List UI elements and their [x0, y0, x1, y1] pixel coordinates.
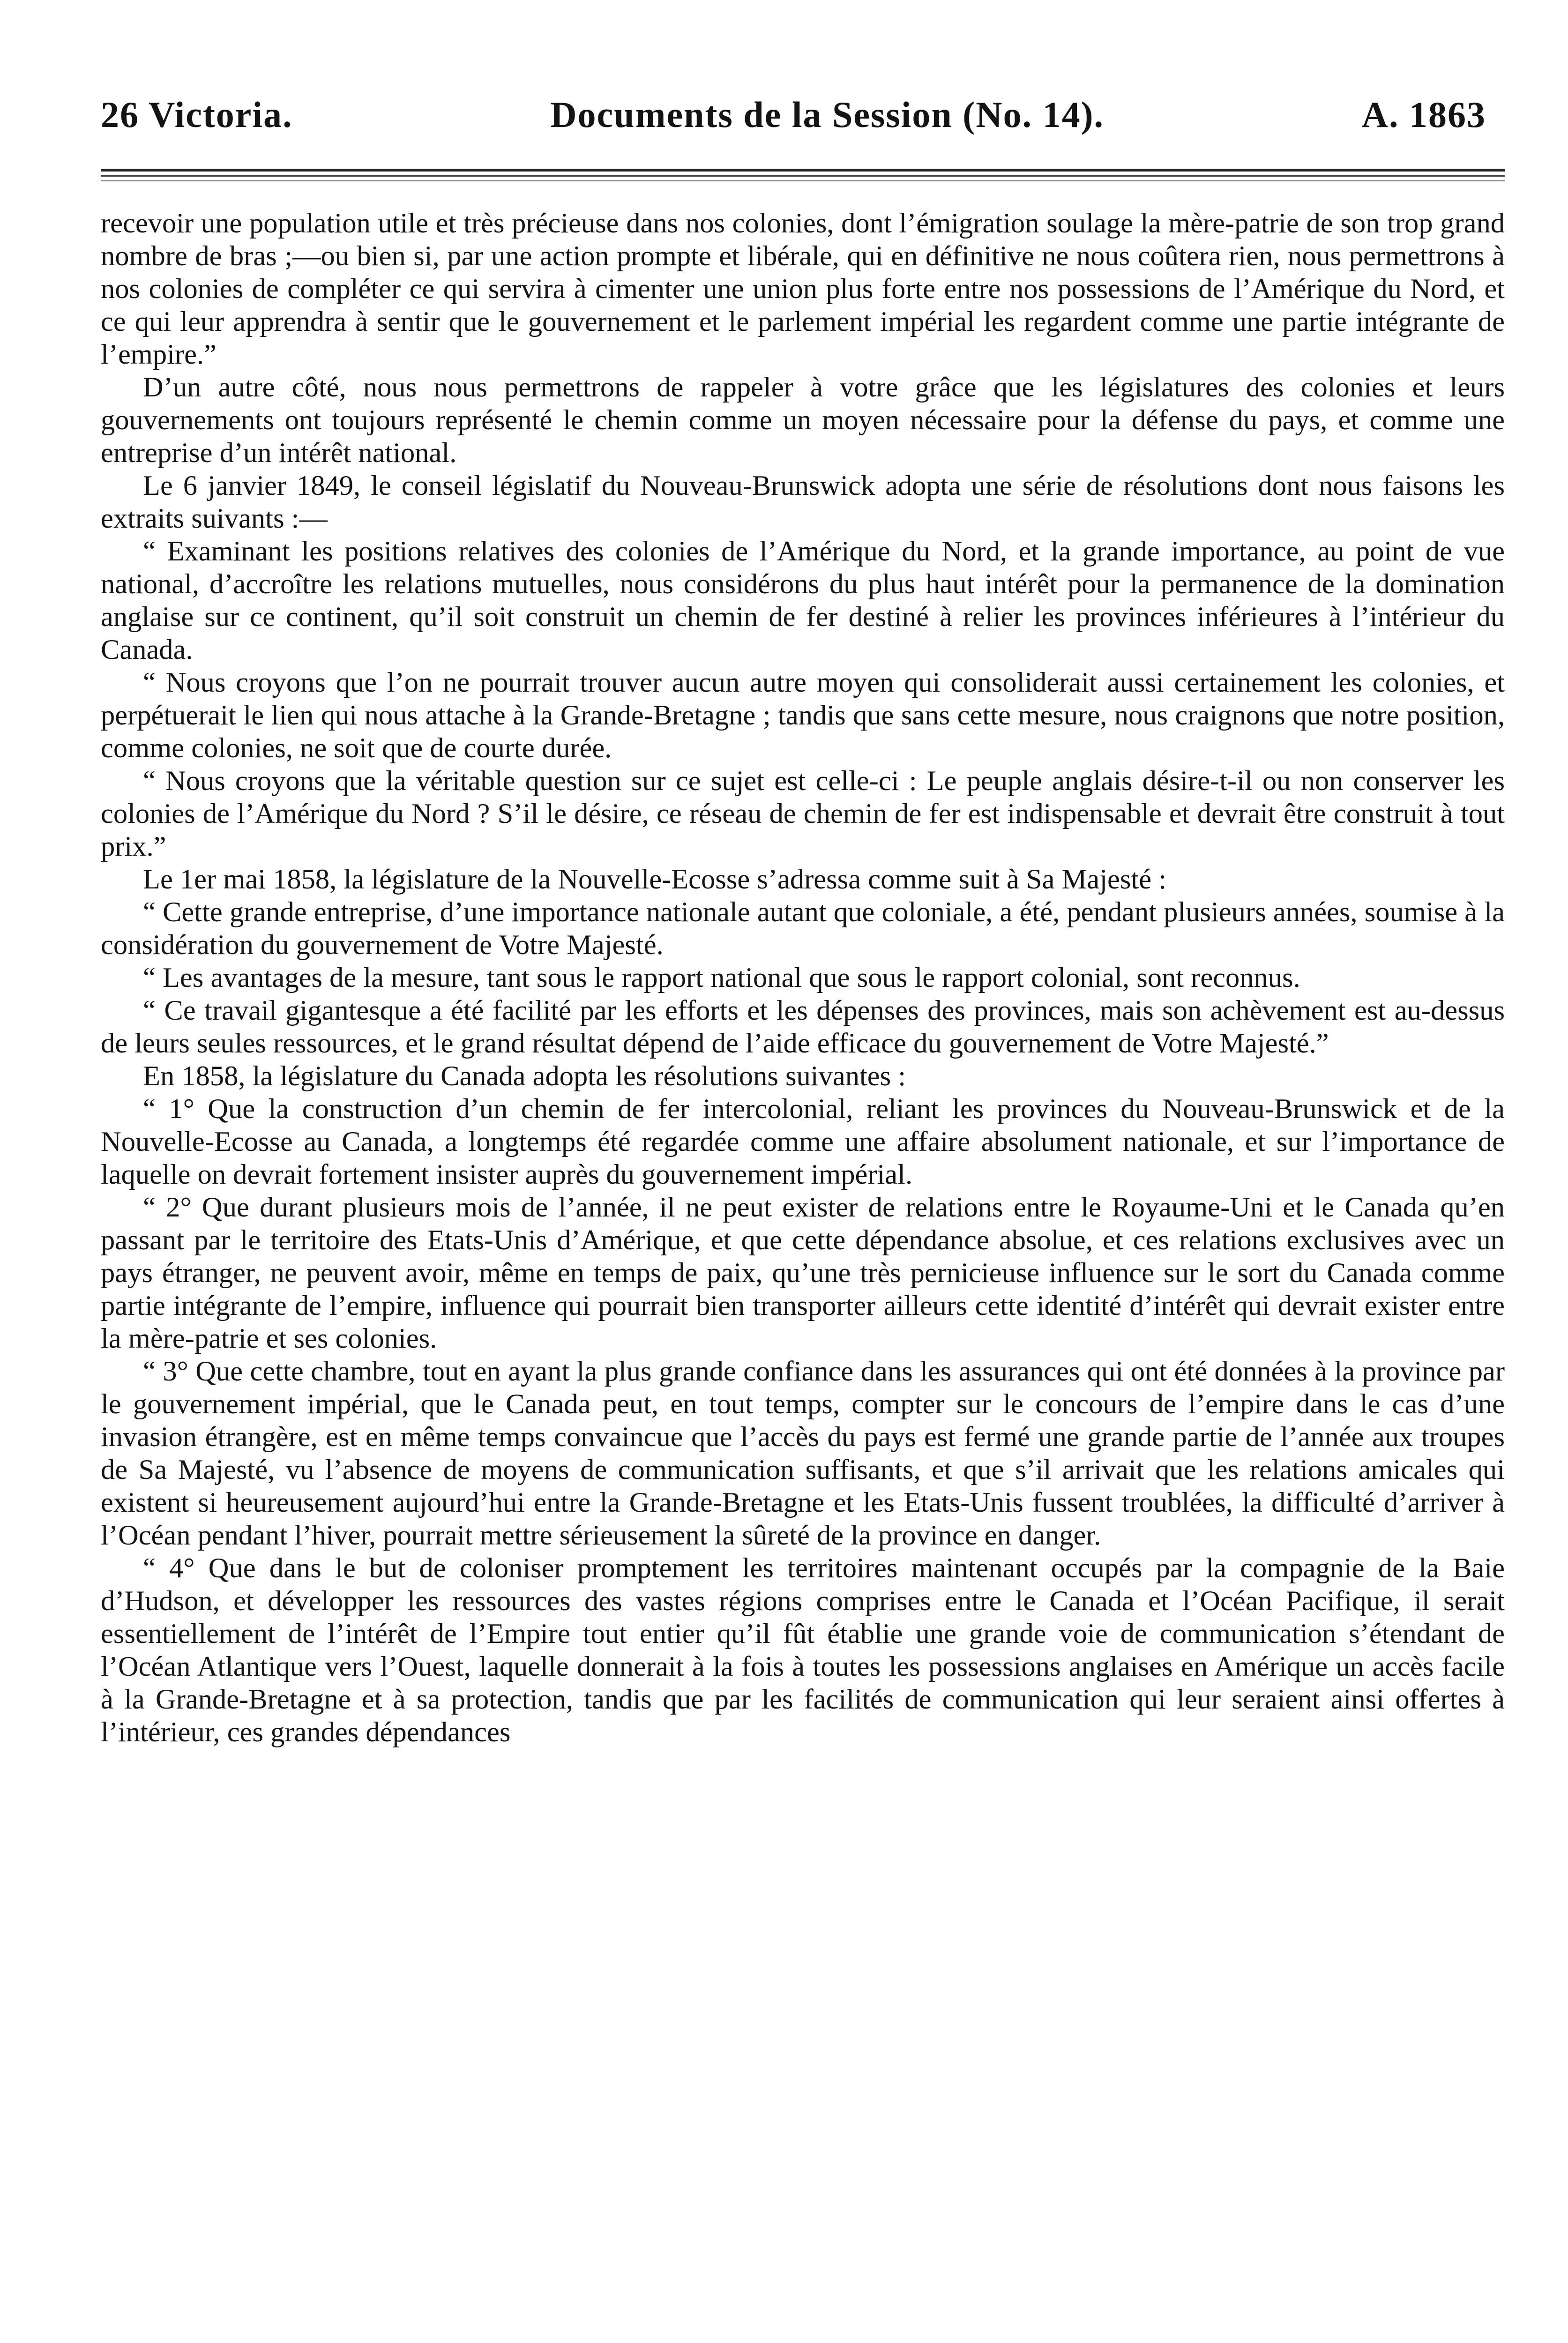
paragraph: “ 3° Que cette chambre, tout en ayant la plus grande confiance dans les assurances qui ont été données à la province par le gouvernement impérial, que le Canada peut, en tout temps, compter sur le concours de l’empire dans le cas d’une invasion étrangère, est en même temps convaincue que l’accès du pays est fermé une grande partie de l’année aux troupes de Sa Majesté, vu l’absence de moyens de communication suffisants, et que s’il arrivait que les relations amicales qui existent si heureusement aujourd’hui entre la Grande-Bretagne et les Etats-Unis fussent troublées, la difficulté d’arriver à l’Océan pendant l’hiver, pourrait mettre sérieusement la sûreté de la province en danger.: [101, 1356, 1505, 1551]
paragraph: “ Nous croyons que la véritable question sur ce sujet est celle-ci : Le peuple anglais désire-t-il ou non conserver les colonies de l’Amérique du Nord ? S’il le désire, ce réseau de chemin de fer est indispensable et devrait être construit à tout prix.”: [101, 765, 1505, 862]
header-rule: [101, 169, 1505, 181]
paragraph: “ Examinant les positions relatives des colonies de l’Amérique du Nord, et la grande importance, au point de vue national, d’accroître les relations mutuelles, nous considérons du plus haut intérêt pour la permanence de la domination anglaise sur ce continent, qu’il soit construit un chemin de fer destiné à relier les provinces inférieures à l’intérieur du Canada.: [101, 536, 1505, 665]
paragraph: “ Ce travail gigantesque a été facilité par les efforts et les dépenses des provinces, mais son achèvement est au-dessus de leurs seules ressources, et le grand résultat dépend de l’aide efficace du gouvernement de Votre Majesté.”: [101, 995, 1505, 1059]
paragraph: “ 4° Que dans le but de coloniser promptement les territoires maintenant occupés par la compagnie de la Baie d’Hudson, et développer les ressources des vastes régions comprises entre le Canada et l’Océan Pacifique, il serait essentiellement de l’intérêt de l’Empire tout entier qu’il fût établie une grande voie de communication s’étendant de l’Océan Atlantique vers l’Ouest, laquelle donnerait à la fois à toutes les possessions anglaises en Amérique un accès facile à la Grande-Bretagne et à sa protection, tandis que par les facilités de communication qui leur seraient ainsi offertes à l’intérieur, ces grandes dépendances: [101, 1552, 1505, 1748]
header-title: Documents de la Session (No. 14).: [550, 94, 1105, 135]
paragraph: Le 6 janvier 1849, le conseil législatif du Nouveau-Brunswick adopta une série de résolutions dont nous faisons les extraits suivants :—: [101, 470, 1505, 534]
paragraph: “ Nous croyons que l’on ne pourrait trouver aucun autre moyen qui consoliderait aussi certainement les colonies, et perpétuerait le lien qui nous attache à la Grande-Bretagne ; tandis que sans cette mesure, nous craignons que notre position, comme colonies, ne soit que de courte durée.: [101, 667, 1505, 764]
paragraph: “ 2° Que durant plusieurs mois de l’année, il ne peut exister de relations entre le Royaume-Uni et le Canada qu’en passant par le territoire des Etats-Unis d’Amérique, et que cette dépendance absolue, et ces relations exclusives avec un pays étranger, ne peuvent avoir, même en temps de paix, qu’une très pernicieuse influence sur le sort du Canada comme partie intégrante de l’empire, influence qui pourrait bien transporter ailleurs cette identité d’intérêt qui devrait exister entre la mère-patrie et ses colonies.: [101, 1192, 1505, 1354]
paragraph: En 1858, la législature du Canada adopta les résolutions suivantes :: [143, 1060, 906, 1092]
paragraph: “ Les avantages de la mesure, tant sous le rapport national que sous le rapport colonial, sont reconnus.: [143, 962, 1300, 993]
body-text: [101, 207, 1505, 1749]
paragraph: “ Cette grande entreprise, d’une importance nationale autant que coloniale, a été, pendant plusieurs années, soumise à la considération du gouvernement de Votre Majesté.: [101, 896, 1505, 961]
running-header: [101, 94, 1505, 136]
header-year: A. 1863: [1361, 94, 1486, 135]
header-volume: 26 Victoria.: [101, 94, 293, 135]
paragraph: recevoir une population utile et très précieuse dans nos colonies, dont l’émigration soulage la mère-patrie de son trop grand nombre de bras ;—ou bien si, par une action prompte et libérale, qui en définitive ne nous coûtera rien, nous permettrons à nos colonies de compléter ce qui servira à cimenter une union plus forte entre nos possessions de l’Amérique du Nord, et ce qui leur apprendra à sentir que le gouvernement et le parlement impérial les regardent comme une partie intégrante de l’empire.”: [101, 208, 1505, 370]
paragraph: “ 1° Que la construction d’un chemin de fer intercolonial, reliant les provinces du Nouveau-Brunswick et de la Nouvelle-Ecosse au Canada, a longtemps été regardée comme une affaire absolument nationale, et sur l’importance de laquelle on devrait fortement insister auprès du gouvernement impérial.: [101, 1093, 1505, 1190]
paragraph: Le 1er mai 1858, la législature de la Nouvelle-Ecosse s’adressa comme suit à Sa Majesté :: [143, 864, 1166, 895]
paragraph: D’un autre côté, nous nous permettrons de rappeler à votre grâce que les législatures des colonies et leurs gouvernements ont toujours représenté le chemin comme un moyen nécessaire pour la défense du pays, et comme une entreprise d’un intérêt national.: [101, 372, 1505, 469]
